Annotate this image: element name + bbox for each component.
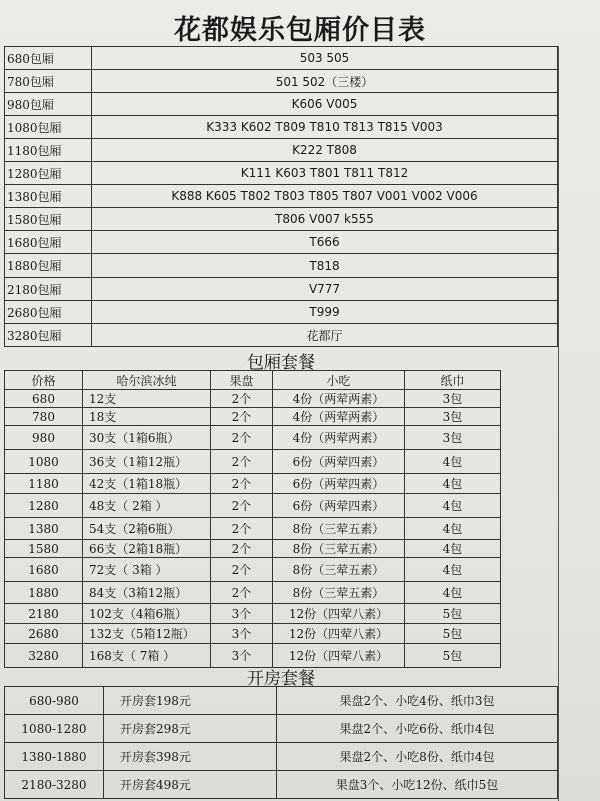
open-package-name: 开房套198元 bbox=[104, 687, 277, 715]
sheet-right-border bbox=[558, 46, 559, 801]
package-beer: 12支 bbox=[83, 390, 211, 408]
package-beer: 66支（2箱18瓶） bbox=[83, 540, 211, 558]
package-tissue: 4包 bbox=[405, 540, 501, 558]
package-snack: 6份（两荤四素） bbox=[273, 450, 405, 474]
package-price: 1180 bbox=[5, 474, 83, 494]
room-price-table bbox=[4, 46, 558, 347]
package-row bbox=[5, 426, 501, 450]
open-package-row bbox=[5, 743, 558, 771]
package-price: 1080 bbox=[5, 450, 83, 474]
package-fruit: 2个 bbox=[211, 450, 273, 474]
room-numbers: K888 K605 T802 T803 T805 T807 V001 V002 V006 bbox=[92, 185, 558, 208]
room-price: 3280包厢 bbox=[5, 324, 92, 347]
room-numbers: V777 bbox=[92, 278, 558, 301]
open-package-price: 1080-1280 bbox=[5, 715, 104, 743]
room-row bbox=[5, 93, 558, 116]
package-tissue: 4包 bbox=[405, 582, 501, 604]
room-numbers: K333 K602 T809 T810 T813 T815 V003 bbox=[92, 116, 558, 139]
package-table bbox=[4, 370, 501, 668]
package-tissue: 4包 bbox=[405, 494, 501, 518]
package-tissue: 5包 bbox=[405, 644, 501, 668]
package-snack: 12份（四荤八素） bbox=[273, 644, 405, 668]
package-row bbox=[5, 474, 501, 494]
package-price: 1580 bbox=[5, 540, 83, 558]
room-price: 2180包厢 bbox=[5, 278, 92, 301]
open-package-content: 果盘2个、小吃4份、纸巾3包 bbox=[277, 687, 558, 715]
header-price: 价格 bbox=[5, 371, 83, 390]
package-fruit: 2个 bbox=[211, 494, 273, 518]
open-package-row bbox=[5, 687, 558, 715]
package-tissue: 3包 bbox=[405, 426, 501, 450]
package-snack: 6份（两荤四素） bbox=[273, 474, 405, 494]
room-row bbox=[5, 278, 558, 301]
package-beer: 18支 bbox=[83, 408, 211, 426]
room-price: 1580包厢 bbox=[5, 208, 92, 231]
package-beer: 102支（4箱6瓶） bbox=[83, 604, 211, 624]
room-row bbox=[5, 231, 558, 254]
package-row bbox=[5, 408, 501, 426]
package-price: 1680 bbox=[5, 558, 83, 582]
package-price: 2180 bbox=[5, 604, 83, 624]
package-price: 3280 bbox=[5, 644, 83, 668]
package-row bbox=[5, 604, 501, 624]
package-fruit: 2个 bbox=[211, 540, 273, 558]
package-fruit: 3个 bbox=[211, 604, 273, 624]
package-snack: 6份（两荤四素） bbox=[273, 494, 405, 518]
room-row bbox=[5, 254, 558, 278]
room-price: 680包厢 bbox=[5, 47, 92, 70]
room-numbers: 501 502（三楼） bbox=[92, 70, 558, 93]
package-snack: 8份（三荤五素） bbox=[273, 558, 405, 582]
room-numbers: 503 505 bbox=[92, 47, 558, 70]
package-row bbox=[5, 494, 501, 518]
package-row bbox=[5, 582, 501, 604]
room-numbers: T999 bbox=[92, 301, 558, 324]
open-package-price: 680-980 bbox=[5, 687, 104, 715]
room-row bbox=[5, 162, 558, 185]
package-beer: 48支（ 2箱 ） bbox=[83, 494, 211, 518]
room-numbers: 花都厅 bbox=[92, 324, 558, 347]
room-row bbox=[5, 139, 558, 162]
package-beer: 54支（2箱6瓶） bbox=[83, 518, 211, 540]
package-fruit: 2个 bbox=[211, 518, 273, 540]
room-numbers: K222 T808 bbox=[92, 139, 558, 162]
package-beer: 42支（1箱18瓶） bbox=[83, 474, 211, 494]
room-price: 2680包厢 bbox=[5, 301, 92, 324]
package-tissue: 4包 bbox=[405, 474, 501, 494]
package-beer: 84支（3箱12瓶） bbox=[83, 582, 211, 604]
room-numbers: T806 V007 k555 bbox=[92, 208, 558, 231]
package-tissue: 4包 bbox=[405, 450, 501, 474]
page-title: 花都娱乐包厢价目表 bbox=[174, 15, 426, 46]
header-fruit: 果盘 bbox=[211, 371, 273, 390]
package-tissue: 3包 bbox=[405, 408, 501, 426]
package-beer: 132支（5箱12瓶） bbox=[83, 624, 211, 644]
package-row bbox=[5, 540, 501, 558]
package-price: 1880 bbox=[5, 582, 83, 604]
open-package-name: 开房套298元 bbox=[104, 715, 277, 743]
room-row bbox=[5, 185, 558, 208]
room-price: 1380包厢 bbox=[5, 185, 92, 208]
open-package-price: 1380-1880 bbox=[5, 743, 104, 771]
room-price: 780包厢 bbox=[5, 70, 92, 93]
package-price: 1280 bbox=[5, 494, 83, 518]
open-package-name: 开房套498元 bbox=[104, 771, 277, 799]
package-row bbox=[5, 450, 501, 474]
package-tissue: 4包 bbox=[405, 518, 501, 540]
room-price: 1880包厢 bbox=[5, 254, 92, 278]
package-tissue: 4包 bbox=[405, 558, 501, 582]
room-price: 1080包厢 bbox=[5, 116, 92, 139]
package-fruit: 3个 bbox=[211, 624, 273, 644]
package-snack: 12份（四荤八素） bbox=[273, 604, 405, 624]
room-numbers: K606 V005 bbox=[92, 93, 558, 116]
package-snack: 8份（三荤五素） bbox=[273, 540, 405, 558]
package-snack: 8份（三荤五素） bbox=[273, 582, 405, 604]
open-package-table bbox=[4, 686, 558, 799]
package-tissue: 5包 bbox=[405, 624, 501, 644]
open-package-price: 2180-3280 bbox=[5, 771, 104, 799]
room-price: 1280包厢 bbox=[5, 162, 92, 185]
package-row bbox=[5, 624, 501, 644]
package-beer: 36支（1箱12瓶） bbox=[83, 450, 211, 474]
package-fruit: 2个 bbox=[211, 474, 273, 494]
room-row bbox=[5, 301, 558, 324]
header-tissue: 纸巾 bbox=[405, 371, 501, 390]
package-row bbox=[5, 558, 501, 582]
room-row bbox=[5, 70, 558, 93]
package-fruit: 2个 bbox=[211, 390, 273, 408]
package-snack: 4份（两荤两素） bbox=[273, 426, 405, 450]
room-numbers: T818 bbox=[92, 254, 558, 278]
room-row bbox=[5, 324, 558, 347]
open-package-name: 开房套398元 bbox=[104, 743, 277, 771]
package-price: 680 bbox=[5, 390, 83, 408]
open-package-row bbox=[5, 771, 558, 799]
package-fruit: 2个 bbox=[211, 426, 273, 450]
open-package-content: 果盘3个、小吃12份、纸巾5包 bbox=[277, 771, 558, 799]
package-fruit: 2个 bbox=[211, 408, 273, 426]
room-numbers: K111 K603 T801 T811 T812 bbox=[92, 162, 558, 185]
package-snack: 4份（两荤两素） bbox=[273, 408, 405, 426]
open-package-content: 果盘2个、小吃8份、纸巾4包 bbox=[277, 743, 558, 771]
package-price: 780 bbox=[5, 408, 83, 426]
package-fruit: 3个 bbox=[211, 644, 273, 668]
open-package-content: 果盘2个、小吃6份、纸巾4包 bbox=[277, 715, 558, 743]
package-snack: 4份（两荤两素） bbox=[273, 390, 405, 408]
package-tissue: 3包 bbox=[405, 390, 501, 408]
package-snack: 12份（四荤八素） bbox=[273, 624, 405, 644]
package-tissue: 5包 bbox=[405, 604, 501, 624]
package-beer: 168支（ 7箱 ） bbox=[83, 644, 211, 668]
open-package-row bbox=[5, 715, 558, 743]
package-price: 2680 bbox=[5, 624, 83, 644]
header-snack: 小吃 bbox=[273, 371, 405, 390]
package-price: 1380 bbox=[5, 518, 83, 540]
header-beer: 哈尔滨冰纯 bbox=[83, 371, 211, 390]
package-snack: 8份（三荤五素） bbox=[273, 518, 405, 540]
package-row bbox=[5, 518, 501, 540]
open-section-title: 开房套餐 bbox=[247, 669, 315, 689]
package-header-row bbox=[5, 371, 501, 390]
package-fruit: 2个 bbox=[211, 582, 273, 604]
room-row bbox=[5, 208, 558, 231]
room-numbers: T666 bbox=[92, 231, 558, 254]
room-price: 980包厢 bbox=[5, 93, 92, 116]
package-beer: 30支（1箱6瓶） bbox=[83, 426, 211, 450]
package-price: 980 bbox=[5, 426, 83, 450]
package-beer: 72支（ 3箱 ） bbox=[83, 558, 211, 582]
package-fruit: 2个 bbox=[211, 558, 273, 582]
package-section-title: 包厢套餐 bbox=[247, 353, 315, 373]
room-row bbox=[5, 116, 558, 139]
room-row bbox=[5, 47, 558, 70]
package-row bbox=[5, 390, 501, 408]
room-price: 1180包厢 bbox=[5, 139, 92, 162]
room-price: 1680包厢 bbox=[5, 231, 92, 254]
